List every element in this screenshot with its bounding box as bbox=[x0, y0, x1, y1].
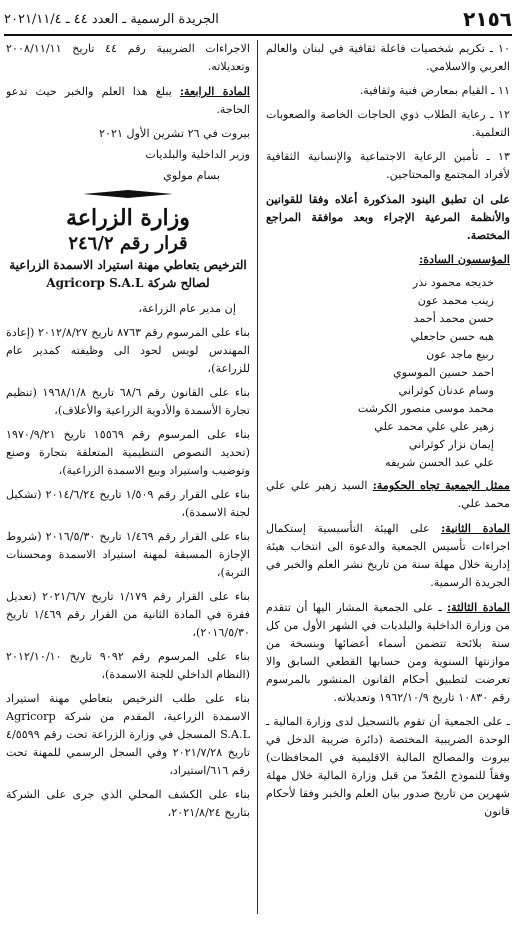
decree-number: قرار رقم ٢٤٦/٢ bbox=[68, 233, 188, 254]
left-column bbox=[6, 40, 250, 914]
founders-label: المؤسسون السادة: bbox=[419, 252, 510, 266]
founder-name: حسن محمد أحمد bbox=[413, 312, 494, 325]
article-4-label: المادة الرابعة: bbox=[179, 84, 250, 98]
founders-list bbox=[266, 274, 510, 472]
continuation-text: الاجراءات الضريبية رقم ٤٤ تاريخ ٢٠٠٨/١١/١١ وتعديلاته. bbox=[6, 42, 250, 73]
page-number: ٢١٥٦ bbox=[463, 7, 512, 31]
founder-name: زينب محمد عون bbox=[417, 294, 494, 307]
founder-name: ربيع ماجد عون bbox=[426, 348, 494, 361]
founder-name: وسام عدنان كوثراني bbox=[398, 384, 494, 397]
item-13: ١٣ ـ تأمين الرعاية الاجتماعية والإنسانية الثقافية لأفراد المجتمع والمحتاجين. bbox=[266, 150, 510, 181]
founder-name: خديجه محمود نذر bbox=[412, 276, 494, 289]
signature-block bbox=[6, 125, 250, 185]
founder-name: علي عبد الحسن شريفه bbox=[385, 456, 494, 469]
decree-paragraph: بناء على المرسوم رقم ١٥٥٦٩ تاريخ ١٩٧٠/٩/٢١ (تحديد النصوص التنظيمية المتعلقة بتجارة وصنع وتوضيب واستيراد وبيع الاسمدة الزراعية)، bbox=[6, 428, 250, 477]
article-2-text: على الهيئة التأسيسية إستكمال اجراءات تأسيس الجمعية والدعوة الى انتخاب هيئة إدارية خلال مهلة سنة من تاريخ نشر العلم والخبر في الجريدة الرسمية. bbox=[266, 522, 510, 589]
page-header bbox=[4, 4, 512, 36]
decree-paragraph: بناء على القرار رقم ١/١٧٩ تاريخ ٢٠٢١/٦/٧ (تعديل فقرة في المادة الثانية من القرار رقم ١/٤٦٩ تاريخ ٢٠١٦/٥/٣٠)، bbox=[6, 590, 250, 639]
decree-paragraph: بناء على المرسوم رقم ٩٠٩٢ تاريخ ٢٠١٢/١٠/١٠ (النظام الداخلي للجنة الاسمدة)، bbox=[6, 650, 250, 681]
decree-paragraph: بناء على الكشف المحلي الذي جرى على الشركة بتاريخ ٢٠٢١/٨/٢٤، bbox=[6, 788, 250, 819]
signature-title: وزير الداخلية والبلديات bbox=[145, 148, 250, 161]
conditions-note: على ان تطبق البنود المذكورة أعلاه وفقا للقوانين والأنظمة المرعية الإجراء وبعد موافقة المراجع المختصة. bbox=[266, 192, 510, 242]
separator-ornament-icon bbox=[83, 189, 173, 199]
item-12: ١٢ ـ رعاية الطلاب ذوي الحاجات الخاصة والصعوبات التعلمية. bbox=[266, 108, 510, 139]
decree-intro: إن مدير عام الزراعة، bbox=[138, 302, 236, 315]
representative-label: ممثل الجمعية تجاه الحكومة: bbox=[372, 478, 510, 492]
article-3-text: ـ على الجمعية المشار اليها أن تتقدم من وزارة الداخلية والبلديات في الشهر الأول من كل سنة بلائحة تتضمن أسماء أعضائها وبنسخة من موازنتها السنوية ومن حسابها القطعي السابق والا تعرضت لتطبيق أحكام القانون المنشور بالمرسوم رقم ١٠٨٣٠ تاريخ ١٩٦٢/١٠/٩ وتعديلاته. bbox=[266, 601, 510, 704]
article-3 bbox=[266, 598, 510, 707]
decree-paragraph: بناء على القرار رقم ١/٤٦٩ تاريخ ٢٠١٦/٥/٣٠ (شروط الإجازة المسبقة لمهنة استيراد الاسمدة ومحسنات التربة)، bbox=[6, 530, 250, 579]
founder-name: احمد حسين الموسوي bbox=[393, 366, 494, 379]
decree-paragraph: بناء على طلب الترخيص بتعاطي مهنة استيراد الاسمدة الزراعية، المقدم من شركة Agricorp S.A.L المسجل في وزارة الزراعة تحت رقم ٤/٥٥٩٩ تاريخ ٢٠٢١/٧/٢٨ وفي السجل الرسمي للمهنة تحت رقم ٦١٦/استيراد، bbox=[6, 692, 250, 777]
founder-name: زهير علي علي محمد علي bbox=[374, 420, 494, 433]
item-10: ١٠ ـ تكريم شخصيات فاعلة ثقافية في لبنان والعالم العربي والاسلامي. bbox=[266, 42, 510, 73]
article-2 bbox=[266, 519, 510, 592]
article-4-text: يبلغ هذا العلم والخبر حيث تدعو الحاجة. bbox=[6, 85, 250, 116]
article-2-label: المادة الثانية: bbox=[441, 521, 510, 535]
decree-paragraph: بناء على المرسوم رقم ٨٧٦٣ تاريخ ٢٠١٢/٨/٢٧ (إعادة المهندس لويس لحود الى وظيفته كمدير عام للزراعة)، bbox=[6, 326, 250, 375]
gazette-issue: الجريدة الرسمية ـ العدد ٤٤ ـ ٢٠٢١/١١/٤ bbox=[4, 11, 219, 27]
representative bbox=[266, 476, 510, 513]
section-separator bbox=[6, 189, 250, 199]
decree-title-line-1: الترخيص بتعاطي مهنة استيراد الاسمدة الزراعية bbox=[9, 258, 247, 272]
item-11: ١١ ـ القيام بمعارض فنية وثقافية. bbox=[359, 84, 510, 97]
decree-paragraph: بناء على القرار رقم ١/٥٠٩ تاريخ ٢٠١٤/٦/٢٤ (تشكيل لجنة الاسمدة)، bbox=[6, 488, 250, 519]
decree-title-line-2: لصالح شركة Agricorp S.A.L bbox=[46, 276, 210, 290]
right-column bbox=[266, 40, 510, 914]
signature-name: بسام مولوي bbox=[163, 169, 220, 182]
decree-paragraph: بناء على القانون رقم ٦٨/٦ تاريخ ١٩٦٨/١/٨ (تنظيم تجارة الأسمدة والأدوية الزراعية والأعلاف)، bbox=[6, 386, 250, 417]
founder-name: محمد موسى منصور الكرشت bbox=[357, 402, 494, 415]
column-divider bbox=[257, 40, 258, 914]
article-4 bbox=[6, 82, 250, 119]
founder-name: هبه حسن حاجعلي bbox=[410, 330, 494, 343]
article-3-extra: ـ على الجمعية أن تقوم بالتسجيل لدى وزارة المالية ـ الوحدة الضريبية المختصة (دائرة ضريبة الدخل في بيروت والمصالح المالية الاقليمية في المحافظات) وفقاً للنموذج المُعدّ من قبل وزارة المالية خلال مهلة شهرين من تاريخ صدور بيان العلم والخبر وفقا لأحكام قانون bbox=[266, 715, 510, 818]
founder-name: إيمان نزار كوثراني bbox=[408, 438, 494, 451]
signature-place-date: بيروت في ٢٦ تشرين الأول ٢٠٢١ bbox=[98, 127, 250, 140]
ministry-heading: وزارة الزراعة bbox=[66, 205, 190, 231]
decree-title bbox=[6, 256, 250, 292]
representative-text: السيد زهير علي علي محمد علي. bbox=[266, 479, 510, 510]
article-3-label: المادة الثالثة: bbox=[446, 600, 510, 614]
